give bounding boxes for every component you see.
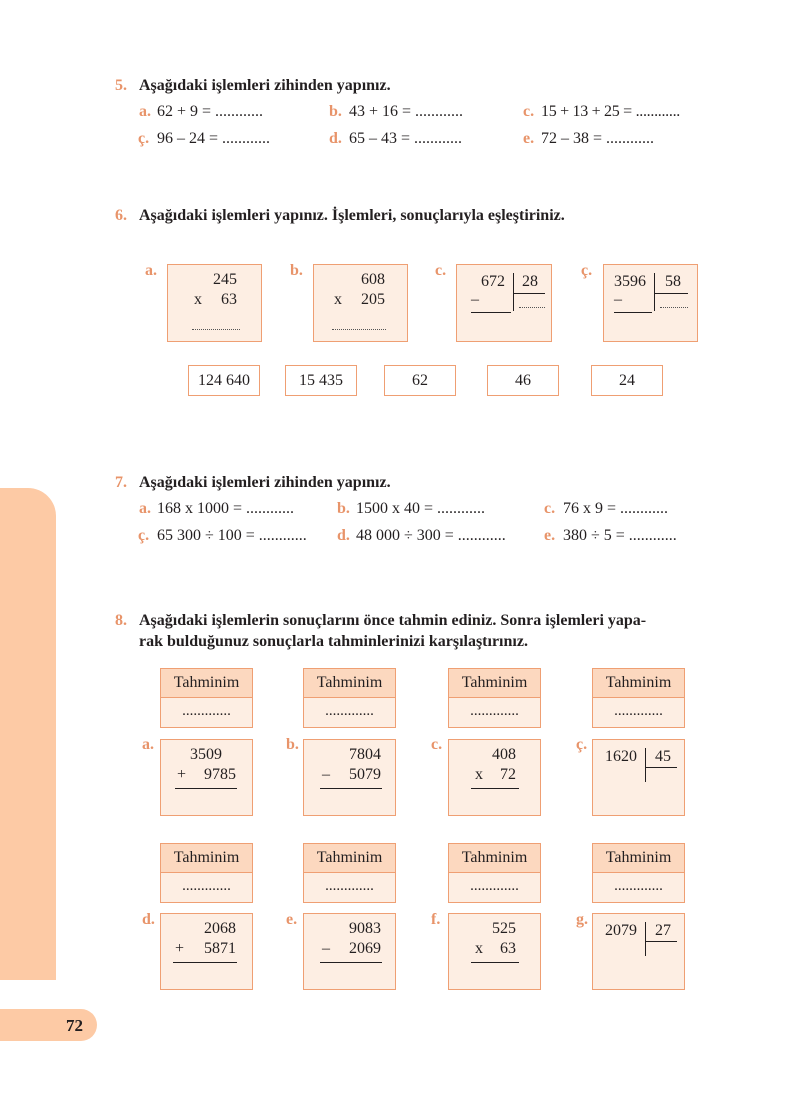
operand-bottom: 63 bbox=[221, 291, 237, 308]
box-label: e. bbox=[286, 911, 298, 928]
divisor-line bbox=[645, 941, 677, 942]
item-label: d. bbox=[337, 527, 350, 544]
answer-option[interactable]: 62 bbox=[384, 365, 456, 396]
question-number: 7. bbox=[115, 474, 127, 491]
operand-top: 525 bbox=[492, 920, 516, 937]
item-label: e. bbox=[523, 130, 535, 147]
item-label: c. bbox=[523, 103, 535, 120]
division-bar bbox=[654, 273, 655, 311]
box-label: c. bbox=[435, 262, 447, 279]
item-expression: 76 x 9 = ............ bbox=[563, 500, 669, 517]
dividend: 672 bbox=[481, 273, 505, 290]
division-box bbox=[592, 913, 685, 990]
divisor-line bbox=[645, 767, 677, 768]
item-expression: 48 000 ÷ 300 = ............ bbox=[356, 527, 506, 544]
box-label: d. bbox=[142, 911, 155, 928]
result-line bbox=[471, 788, 519, 789]
operation-box bbox=[448, 913, 541, 990]
result-line bbox=[173, 962, 237, 963]
box-label: g. bbox=[576, 911, 588, 928]
operand-bottom: 5079 bbox=[349, 766, 381, 783]
result-line bbox=[471, 962, 519, 963]
box-label: b. bbox=[286, 736, 299, 753]
question-number: 5. bbox=[115, 77, 127, 94]
operation-box bbox=[303, 739, 396, 816]
estimate-input[interactable]: ............. bbox=[160, 698, 253, 728]
question-text: Aşağıdaki işlemleri zihinden yapınız. bbox=[139, 77, 391, 94]
estimate-header: Tahminim bbox=[160, 668, 253, 698]
estimate-header: Tahminim bbox=[448, 843, 541, 873]
item-label: ç. bbox=[138, 130, 150, 147]
item-label: d. bbox=[329, 130, 342, 147]
estimate-input[interactable]: ............. bbox=[448, 698, 541, 728]
item-expression: 96 – 24 = ............ bbox=[157, 130, 271, 147]
estimate-header: Tahminim bbox=[448, 668, 541, 698]
operation-box bbox=[303, 913, 396, 990]
item-label: c. bbox=[544, 500, 556, 517]
operator: x bbox=[475, 766, 483, 783]
item-expression: 65 – 43 = ............ bbox=[349, 130, 463, 147]
divisor: 27 bbox=[655, 922, 671, 939]
estimate-header: Tahminim bbox=[303, 843, 396, 873]
question-text-line-1: Aşağıdaki işlemlerin sonuçlarını önce tahmin ediniz. Sonra işlemleri yapa- bbox=[139, 612, 647, 629]
result-line bbox=[320, 788, 382, 789]
dividend: 2079 bbox=[605, 922, 637, 939]
item-label: e. bbox=[544, 527, 556, 544]
item-label: ç. bbox=[138, 527, 150, 544]
division-box bbox=[603, 264, 698, 342]
item-expression: 15 + 13 + 25 = ............ bbox=[541, 103, 680, 120]
operator: – bbox=[322, 940, 330, 957]
item-label: b. bbox=[329, 103, 342, 120]
result-line bbox=[175, 788, 237, 789]
answer-option[interactable]: 15 435 bbox=[285, 365, 357, 396]
operator: x bbox=[475, 940, 483, 957]
operator: + bbox=[177, 766, 187, 783]
subtraction-line bbox=[614, 312, 652, 313]
operation-box bbox=[167, 264, 262, 342]
division-box bbox=[456, 264, 552, 342]
operand-top: 2068 bbox=[204, 920, 236, 937]
operation-box bbox=[448, 739, 541, 816]
item-label: b. bbox=[337, 500, 350, 517]
minus-sign: – bbox=[614, 291, 622, 308]
operand-bottom: 2069 bbox=[349, 940, 381, 957]
operator: x bbox=[194, 291, 202, 308]
operand-bottom: 63 bbox=[500, 940, 516, 957]
operand-top: 7804 bbox=[349, 746, 381, 763]
box-label: a. bbox=[142, 736, 154, 753]
item-label: a. bbox=[139, 103, 151, 120]
page-number: 72 bbox=[66, 1016, 83, 1035]
item-expression: 65 300 ÷ 100 = ............ bbox=[157, 527, 307, 544]
question-number: 8. bbox=[115, 612, 127, 629]
answer-line bbox=[192, 329, 240, 330]
operand-top: 3509 bbox=[190, 746, 222, 763]
estimate-input[interactable]: ............. bbox=[592, 873, 685, 903]
divisor: 28 bbox=[522, 273, 538, 290]
answer-option[interactable]: 24 bbox=[591, 365, 663, 396]
side-tab bbox=[0, 488, 56, 980]
minus-sign: – bbox=[471, 291, 479, 308]
operand-top: 245 bbox=[213, 271, 237, 288]
box-label: ç. bbox=[581, 262, 593, 279]
item-expression: 43 + 16 = ............ bbox=[349, 103, 464, 120]
division-bar bbox=[513, 273, 514, 311]
estimate-input[interactable]: ............. bbox=[160, 873, 253, 903]
division-bar bbox=[645, 922, 646, 956]
box-label: b. bbox=[290, 262, 303, 279]
operation-box bbox=[313, 264, 408, 342]
item-expression: 62 + 9 = ............ bbox=[157, 103, 264, 120]
box-label: c. bbox=[431, 736, 443, 753]
operand-top: 408 bbox=[492, 746, 516, 763]
quotient-line bbox=[660, 307, 688, 308]
operator: x bbox=[334, 291, 342, 308]
answer-line bbox=[332, 329, 386, 330]
question-number: 6. bbox=[115, 207, 127, 224]
item-expression: 380 ÷ 5 = ............ bbox=[563, 527, 677, 544]
item-label: a. bbox=[139, 500, 151, 517]
box-label: ç. bbox=[576, 736, 588, 753]
answer-option[interactable]: 46 bbox=[487, 365, 559, 396]
operand-bottom: 9785 bbox=[204, 766, 236, 783]
item-expression: 72 – 38 = ............ bbox=[541, 130, 655, 147]
division-bar bbox=[645, 748, 646, 782]
operand-top: 9083 bbox=[349, 920, 381, 937]
estimate-header: Tahminim bbox=[303, 668, 396, 698]
operation-box bbox=[160, 913, 253, 990]
box-label: f. bbox=[431, 911, 441, 928]
operand-bottom: 72 bbox=[500, 766, 516, 783]
estimate-input[interactable]: ............. bbox=[448, 873, 541, 903]
estimate-header: Tahminim bbox=[592, 668, 685, 698]
item-expression: 168 x 1000 = ............ bbox=[157, 500, 295, 517]
operation-box bbox=[160, 739, 253, 816]
operand-bottom: 205 bbox=[361, 291, 385, 308]
operand-bottom: 5871 bbox=[204, 940, 236, 957]
divisor: 45 bbox=[655, 748, 671, 765]
estimate-input[interactable]: ............. bbox=[303, 698, 396, 728]
quotient-line bbox=[519, 307, 545, 308]
divisor: 58 bbox=[665, 273, 681, 290]
answer-option[interactable]: 124 640 bbox=[188, 365, 260, 396]
question-text: Aşağıdaki işlemleri yapınız. İşlemleri, sonuçlarıyla eşleştiriniz. bbox=[139, 207, 565, 224]
estimate-header: Tahminim bbox=[592, 843, 685, 873]
question-text: Aşağıdaki işlemleri zihinden yapınız. bbox=[139, 474, 391, 491]
operator: + bbox=[175, 940, 185, 957]
dividend: 1620 bbox=[605, 748, 637, 765]
result-line bbox=[320, 962, 382, 963]
subtraction-line bbox=[471, 312, 511, 313]
question-text-line-2: rak bulduğunuz sonuçlarla tahminlerinizi karşılaştırınız. bbox=[139, 633, 528, 650]
operator: – bbox=[322, 766, 330, 783]
estimate-header: Tahminim bbox=[160, 843, 253, 873]
estimate-input[interactable]: ............. bbox=[592, 698, 685, 728]
division-box bbox=[592, 739, 685, 816]
dividend: 3596 bbox=[614, 273, 646, 290]
divisor-line bbox=[513, 293, 545, 294]
item-expression: 1500 x 40 = ............ bbox=[356, 500, 486, 517]
divisor-line bbox=[654, 293, 688, 294]
estimate-input[interactable]: ............. bbox=[303, 873, 396, 903]
box-label: a. bbox=[145, 262, 157, 279]
operand-top: 608 bbox=[361, 271, 385, 288]
